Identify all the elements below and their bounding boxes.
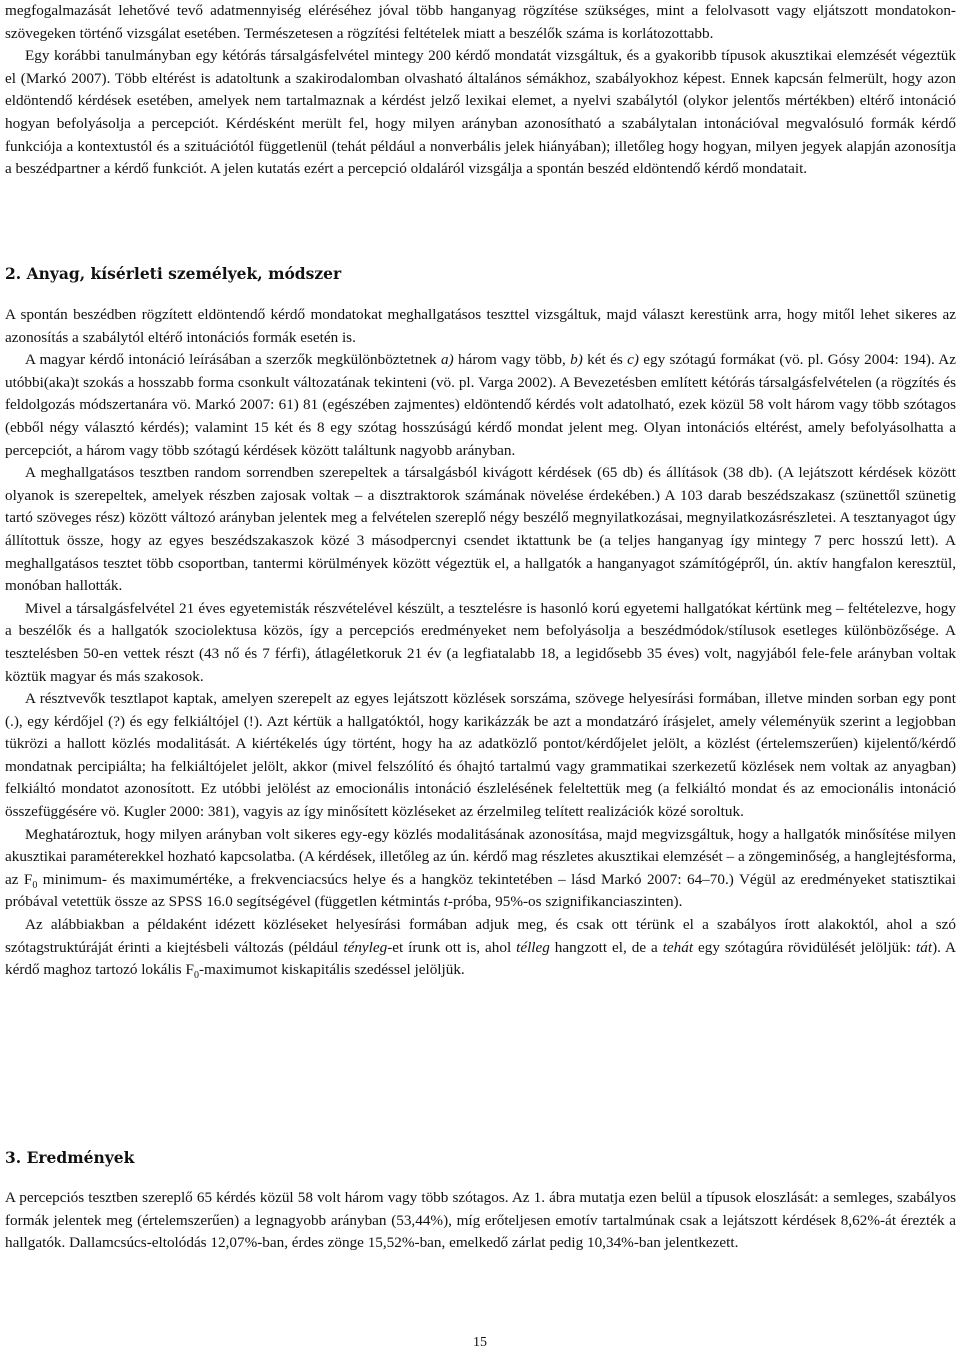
intro-continuation: [5, 0, 956, 181]
paragraph: A spontán beszédben rögzített eldöntendő kérdő mondatokat meghallgatásos teszttel vizsgáltuk, majd választ kerestünk arra, hogy mitől lehet sikeres az azonosítás a szabálytól eltérő intonációs formák esetén is.: [5, 306, 956, 346]
paragraph: A percepciós tesztben szereplő 65 kérdés közül 58 volt három vagy több szótagos. Az 1. ábra mutatja ezen belül a típusok eloszlását: a semleges, szabályos formák jelentek meg (értelemszerűen) a legnagyobb arányban (53,44%), míg erőteljesen emotív tartalmúnak csak a lejátszott kérdések 8,62%-át érezték a hallgatók. Dallamcsúcs-eltolódás 12,07%-ban, érdes zönge 15,52%-ban, emelkedő zárlat pedig 10,34%-ban jelentkezett.: [5, 1189, 956, 1252]
italic-run: t: [443, 893, 448, 911]
text-run: -et írunk ott is, ahol: [387, 938, 517, 956]
section-heading: 3. Eredmények: [5, 1148, 135, 1167]
text-run: hangzott el, de a: [549, 938, 663, 956]
italic-run: a): [441, 351, 454, 369]
methods-section: [5, 304, 956, 982]
text-run: három vagy több,: [453, 351, 571, 369]
subscript: 0: [32, 879, 38, 891]
text-run: Az alábbiakban a példaként idézett közléseket helyesírási formában adjuk meg, és csak ott térünk el a szabályos írott alakoktól, ahol a szó szótagstruktúráját érinti a kiejtésbeli változás (például: [5, 916, 956, 956]
text-run: -maximumot kiskapitális szedéssel jelöljük.: [198, 961, 465, 979]
text-run: két és: [582, 351, 628, 369]
paragraph: [5, 824, 956, 914]
italic-run: b): [570, 351, 583, 369]
text-run: egy szótagúra rövidülését jelöljük:: [693, 938, 917, 956]
text-run: A magyar kérdő intonáció leírásában a szerzők megkülönböztetnek: [25, 351, 441, 369]
italic-run: télleg: [516, 938, 550, 956]
section-heading: 2. Anyag, kísérleti személyek, módszer: [5, 264, 342, 283]
text-run: ). A kérdő maghoz tartozó lokális F: [5, 938, 956, 979]
text-run: Meghatároztuk, hogy milyen arányban volt sikeres egy-egy közlés modalitásának azonosítása, majd megvizsgáltuk, hogy a hallgatók minősítése milyen akusztikai paraméterekkel hozható kapcsolatba. (A kérdések, illetőleg az ún. kérdő mag részletes akusztikai elemzését – a zöngeminőség, a hanglejtésforma, az F: [5, 825, 956, 888]
paragraph: megfogalmazását lehetővé tevő adatmennyiség eléréséhez jóval több hanganyag rögzítése szükséges, mint a felolvasott vagy eljátszott mondatokon-szövegeken történő vizsgálat esetében. Természetesen a rögzítési feltételek miatt a beszélők száma is korlátozottabb.: [5, 2, 956, 42]
text-run: egy szótagú formákat (vö. pl. Gósy 2004: 194). Az utóbbi(aka)t szokás a hosszabb forma csonkult változatának tekinteni (vö. pl. Varga 2002). A Bevezetésben említett kétórás társalgásfelvételen (a rögzítés és feldolgozás módszertanára vö. Markó 2007: 61) 81 (egészében zajmentes) eldöntendő kérdés volt adatolható, ezek közül 58 volt három vagy több szótagos (ebből négy választó kérdés); valamint 15 két és 8 egy szótag hosszúságú kérdő mondat jelent meg. Olyan intonációs eltérést, amely befolyásolhatta a percepciót, a három vagy több szótagú kérdések között találtunk nagyobb arányban.: [5, 351, 956, 459]
italic-run: tehát: [662, 938, 694, 956]
page-number: 15: [473, 1335, 487, 1350]
italic-run: tényleg: [343, 938, 388, 956]
italic-run: c): [627, 351, 639, 369]
subscript: 0: [193, 970, 199, 982]
paragraph: A résztvevők tesztlapot kaptak, amelyen szerepelt az egyes lejátszott közlések sorszáma, szövege helyesírási formában, illetve minden sorban egy pont (.), egy kérdőjel (?) és egy felkiáltójel (!). Azt kértük a hallgatóktól, hogy karikázzák be azt a mondatzáró írásjelet, amely véleményük szerint a legjobban tükrözi a hallott közlés modalitását. A kiértékelés úgy történt, hogy ha az adatközlő pontot/kérdőjelet jelölt, a közlést (értelemszerűen) kijelentő/kérdő mondatnak percipiálta; ha felkiáltójelet jelölt, akkor (mivel felszólító és óhajtó tartalmú vagy grammatikai szerkezetű közlések nem voltak az anyagban) felkiáltó mondatot azonosított. Ez utóbbi jelölést az emocionális intonáció észlelésének feleltettük meg (a felkiáltó mondat és az emocionális intonáció összefüggésére vö. Kugler 2000: 381), vagyis az így minősített közléseket az érzelmileg telített realizációk közé soroltuk.: [5, 690, 956, 821]
text-run: -próba, 95%-os szignifikanciaszinten).: [447, 893, 683, 911]
italic-run: tát: [916, 938, 933, 956]
paragraph: A meghallgatásos tesztben random sorrendben szerepeltek a társalgásból kivágott kérdések (65 db) és állítások (38 db). (A lejátszott kérdések között olyanok is szerepeltek, amelyek részben zajosak voltak – a disztraktorok számának növelése érdekében.) A 103 darab beszédszakasz (szünettől szünetig tartó szöveges rész) között változó arányban jelentek meg a felvételen szereplő négy beszélő megnyilatkozásai, megnyilatkozásrészletei. A tesztanyagot úgy állítottuk össze, hogy az egyes beszédszakaszok közé 3 másodpercnyi csendet iktattunk be (a teljes hanganyag így mintegy 7 perc hosszú lett). A meghallgatásos tesztet több csoportban, tantermi körülmények között végeztük el, a hallgatók a hanganyagot számítógépről, ún. aktív hangfalon keresztül, monóban hallották.: [5, 464, 956, 595]
paragraph: [5, 914, 956, 982]
paragraph: Mivel a társalgásfelvétel 21 éves egyetemisták részvételével készült, a tesztelésre is hasonló korú egyetemi hallgatókat kértünk meg – feltételezve, hogy a beszélők és a hallgatók szociolektusa közös, így a percepciós eredményeket nem befolyásolja a beszédmódok/stílusok esetleges különbözősége. A tesztelésben 50-en vettek részt (43 nő és 7 férfi), átlagéletkoruk 21 év (a legfiatalabb 18, a legidősebb 35 éves) volt, nagyjából fele-fele arányban voltak köztük magyar és más szakosok.: [5, 599, 956, 685]
paragraph: Egy korábbi tanulmányban egy kétórás társalgásfelvétel mintegy 200 kérdő mondatát vizsgáltuk, és a gyakoribb típusok akusztikai elemzését végeztük el (Markó 2007). Több eltérést is adatoltunk a szakirodalomban olvasható általános sémákhoz, szabályokhoz képest. Ennek kapcsán felmerült, hogy azon eldöntendő kérdések esetében, amelyek nem tartalmaznak a kérdést jelző lexikai elemet, a nyelvi szabálytól (olykor jelentős mértékben) eltérő intonáció hogyan befolyásolja a percepciót. Kérdésként merült fel, hogy milyen arányban azonosítható a szabálytalan intonációval megvalósuló formák kérdő funkciója a kontextustól és a szituációtól függetlenül (tehát például a nonverbális jelek hiányában); illetőleg hogy hogyan, milyen jegyek alapján azonosítja a beszédpartner a kérdő funkciót. A jelen kutatás ezért a percepció oldaláról vizsgálja a spontán beszéd eldöntendő kérdő mondatait.: [5, 47, 956, 178]
paragraph: [5, 349, 956, 462]
text-run: minimum- és maximumértéke, a frekvenciacsúcs helye és a hangköz tekintetében – lásd Markó 2007: 64–70.) Végül az eredményeket statisztikai próbával vetettük össze az SPSS 16.0 segítségével (független kétmintás: [5, 870, 956, 911]
results-section: [5, 1187, 956, 1255]
